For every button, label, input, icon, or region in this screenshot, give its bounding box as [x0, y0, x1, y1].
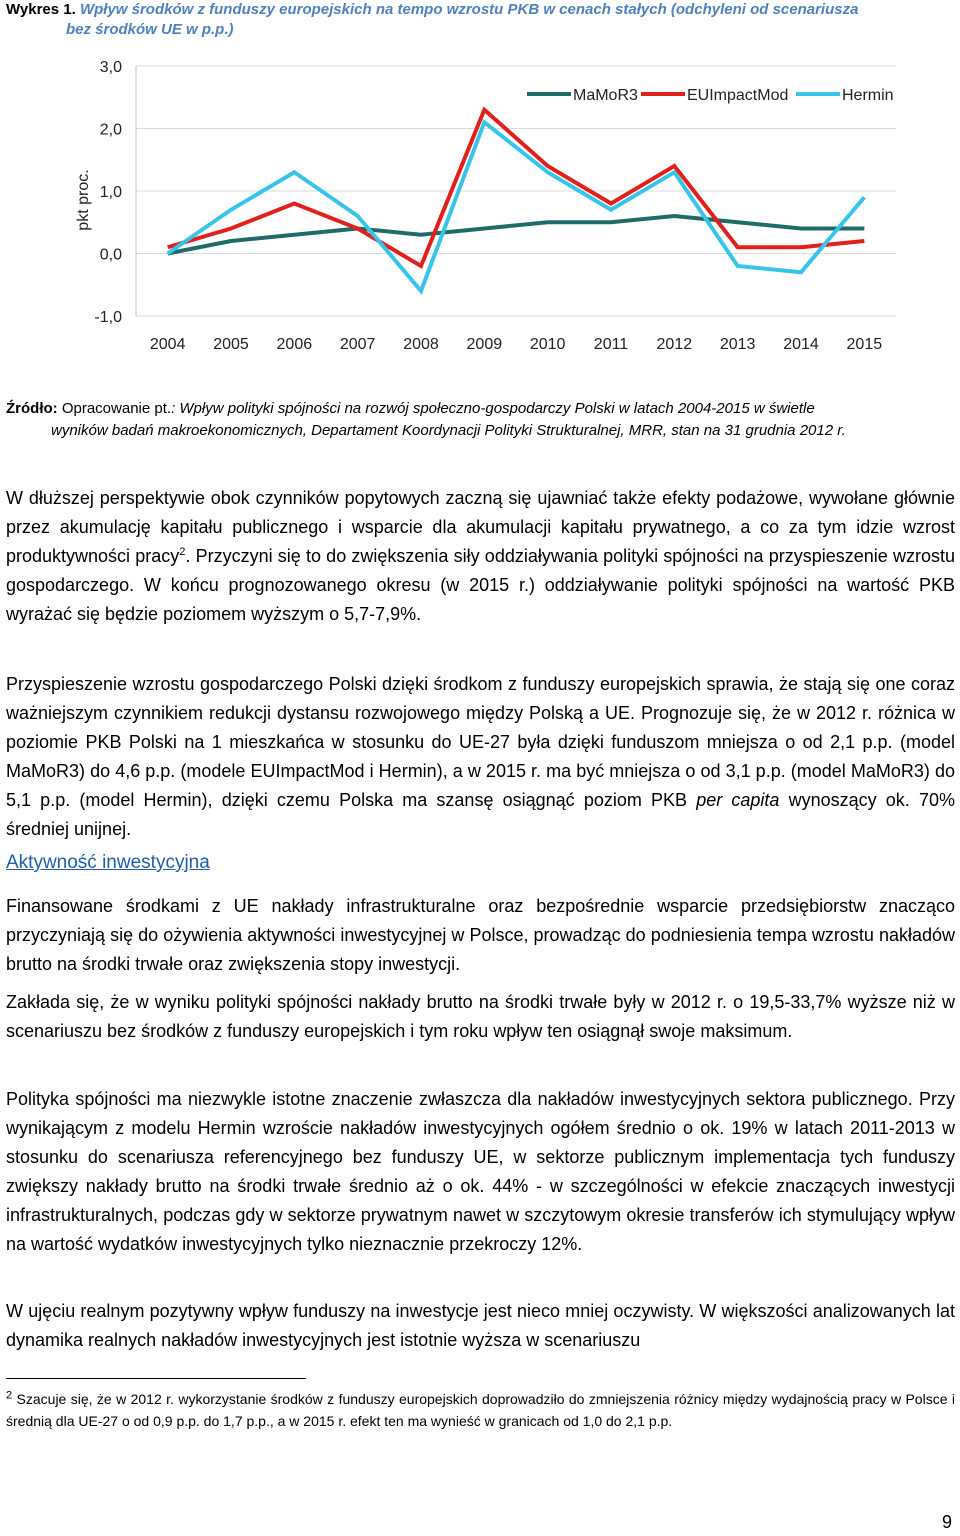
- legend-label: Hermin: [842, 87, 894, 104]
- caption-label: Wykres 1.: [6, 1, 76, 18]
- x-tick-label: 2004: [149, 336, 186, 353]
- caption-title: Wpływ środków z funduszy europejskich na tempo wzrostu PKB w cenach stałych (odchyleni od scenariusza: [79, 1, 859, 18]
- footnote: [6, 1388, 955, 1432]
- x-tick-label: 2013: [719, 336, 756, 353]
- paragraph-4: Zakłada się, że w wyniku polityki spójności nakłady brutto na środki trwałe były w 2012 r. o 19,5-33,7% wyższe niż w scenariuszu bez środków z funduszy europejskich i tym roku wpływ ten osiągnął swoje maksimum.: [6, 992, 955, 1041]
- footnote-mark: 2: [6, 1389, 13, 1402]
- y-tick-label: 3,0: [99, 59, 122, 76]
- x-tick-label: 2010: [529, 336, 566, 353]
- paragraph-2-text-a: Przyspieszenie wzrostu gospodarczego Polski dzięki środkom z funduszy europejskich sprawia, że stają się one coraz ważniejszym czynnikiem redukcji dystansu rozwojowego między Polską a UE. Prognozuje się, że w 2012 r. różnica w poziomie PKB Polski na 1 mieszkańca w stosunku do UE-27 była dzięki funduszom mniejsza o od 2,1 p.p. (model MaMoR3) do 4,6 p.p. (modele EUImpactMod i Hermin), a w 2015 r. ma być mniejsza o od 3,1 p.p. (model MaMoR3) do 5,1 p.p. (model Hermin), dzięki czemu Polska ma szansę osiągnąć poziom PKB: [6, 674, 955, 810]
- caption-title-cont: bez środków UE w p.p.): [66, 21, 234, 38]
- paragraph-2: [6, 670, 955, 844]
- footnote-rule: [6, 1378, 306, 1379]
- legend-label: MaMoR3: [573, 87, 638, 104]
- footnote-ref-2[interactable]: 2: [179, 546, 186, 558]
- x-tick-label: 2008: [403, 336, 439, 353]
- x-tick-label: 2007: [339, 336, 376, 353]
- paragraph-2-italic: per capita: [696, 790, 780, 810]
- section-heading: Aktywność inwestycyjna: [6, 852, 210, 873]
- paragraph-1-text-b: . Przyczyni się to do zwiększenia siły oddziaływania polityki spójności na przyspieszenie wzrostu gospodarczego. W końcu prognozowanego okresu (w 2015 r.) oddziaływanie polityki spójności na wartość PKB wyrażać się będzie poziomem wyższym o 5,7-7,9%.: [6, 546, 955, 624]
- x-tick-label: 2015: [846, 336, 883, 353]
- footnote-text: Szacuje się, że w 2012 r. wykorzystanie środków z funduszy europejskich doprowadziło do zmniejszenia różnicy między wydajnością pracy w Polsce i średnią dla UE-27 o od 0,9 p.p. do 1,7 p.p., a w 2015 r. efekt ten ma wynieść w granicach od 1,0 do 2,1 p.p.: [6, 1391, 956, 1429]
- paragraph-6: W ujęciu realnym pozytywny wpływ funduszy na inwestycje jest nieco mniej oczywisty. W większości analizowanych lat dynamika realnych nakładów inwestycyjnych jest istotnie wyższa w scenariuszu: [6, 1301, 955, 1350]
- x-tick-label: 2005: [213, 336, 249, 353]
- source-label: Źródło:: [6, 400, 58, 417]
- paragraph-1: [6, 484, 955, 629]
- source-text-cont: wyników badań makroekonomicznych, Departament Koordynacji Polityki Strukturalnej, MRR, stan na 31 grudnia 2012 r.: [51, 422, 846, 439]
- chart-caption: [6, 0, 951, 40]
- y-tick-label: 1,0: [99, 184, 122, 201]
- series-line-euimpactmod: [168, 110, 865, 266]
- x-tick-label: 2009: [466, 336, 503, 353]
- x-tick-label: 2011: [593, 336, 629, 353]
- paragraph-2-text-b: wynoszący ok. 70% średniej unijnej.: [6, 790, 955, 839]
- source-prefix: Opracowanie pt.: [61, 400, 172, 417]
- chart-source: [6, 398, 956, 442]
- paragraph-5: Polityka spójności ma niezwykle istotne znaczenie zwłaszcza dla nakładów inwestycyjnych sektora publicznego. Przy wynikającym z modelu Hermin wzroście nakładów inwestycyjnych ogółem średnio o ok. 19% w latach 2011-2013 w stosunku do scenariusza referencyjnego bez funduszy UE, w sektorze publicznym implementacja tych funduszy zwiększy nakłady brutto na środki trwałe średnio aż o ok. 44% - w szczególności w efekcie znaczących inwestycji infrastrukturalnych, podczas gdy w sektorze prywatnym nawet w szczytowym okresie transferów ich stymulujący wpływ na wartość wydatków inwestycyjnych tylko nieznacznie przekroczy 12%.: [6, 1089, 955, 1254]
- y-tick-label: -1,0: [94, 309, 122, 326]
- y-axis-label: pkt proc.: [75, 169, 92, 231]
- page-number: 9: [941, 1512, 952, 1532]
- paragraph-1-text-a: W dłuższej perspektywie obok czynników popytowych zaczną się ujawniać także efekty podażowe, wywołane głównie przez akumulację kapitału publicznego i wsparcie dla akumulacji kapitału prywatnego, a co za tym idzie wzrost produktywności pracy: [6, 488, 955, 566]
- series-line-hermin: [168, 122, 865, 291]
- gdp-growth-line-chart: [0, 48, 960, 368]
- paragraph-3: Finansowane środkami z UE nakłady infrastrukturalne oraz bezpośrednie wsparcie przedsiębiorstw znacząco przyczyniają się do ożywienia aktywności inwestycyjnej w Polsce, prowadząc do podniesienia tempa wzrostu nakładów brutto na środki trwałe oraz zwiększenia stopy inwestycji.: [6, 896, 955, 974]
- x-tick-label: 2014: [783, 336, 819, 353]
- legend-label: EUImpactMod: [687, 87, 789, 104]
- source-text: : Wpływ polityki spójności na rozwój społeczno-gospodarczy Polski w latach 2004-2015 w świetle: [171, 400, 815, 417]
- y-tick-label: 2,0: [99, 121, 122, 139]
- y-tick-label: 0,0: [99, 246, 122, 264]
- x-tick-label: 2006: [276, 336, 313, 353]
- x-tick-label: 2012: [656, 336, 693, 353]
